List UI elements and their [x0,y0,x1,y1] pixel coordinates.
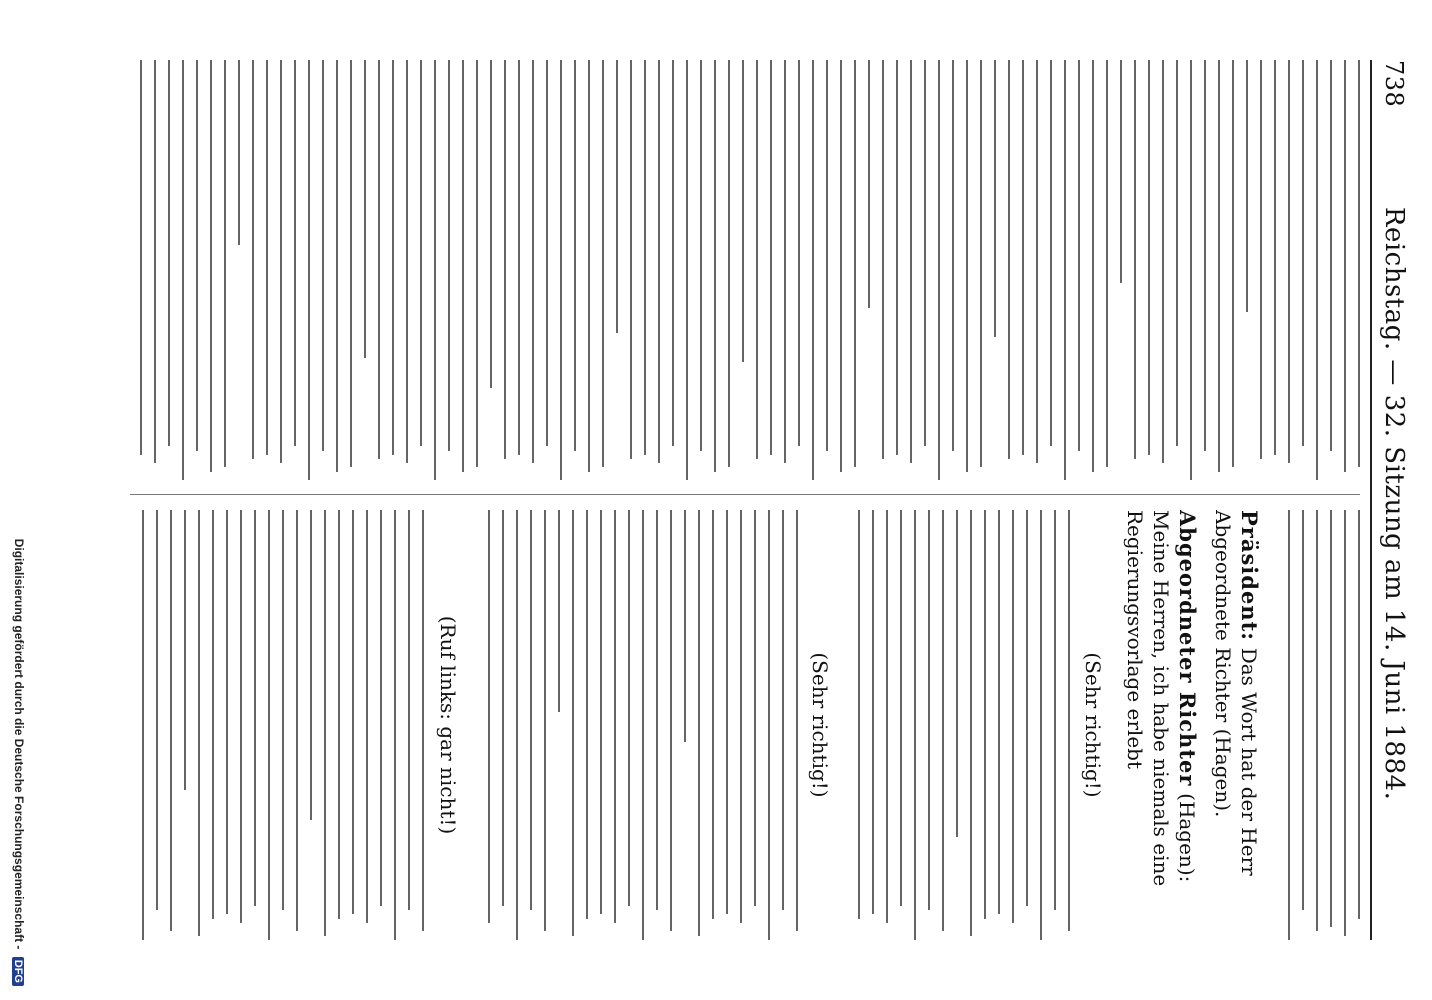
text-line [886,510,888,923]
text-line [434,60,436,480]
text-line [266,60,268,455]
text-line [140,60,142,455]
president-remark [1210,510,1262,940]
text-line [1148,60,1150,455]
text-line [182,60,184,480]
left-column-text [130,60,1360,480]
text-line [882,60,884,459]
text-line [1316,510,1318,931]
text-line [656,510,658,910]
text-line [812,60,814,480]
text-line [210,60,212,472]
text-line [782,510,784,910]
text-line [770,60,772,455]
text-line [560,60,562,480]
text-line [1078,60,1080,451]
text-line [1092,60,1094,472]
text-line [350,60,352,467]
text-line [728,60,730,467]
text-line [956,510,958,837]
text-line [420,60,422,446]
text-line [1246,60,1248,312]
text-line [872,510,874,914]
text-line [712,510,714,919]
text-line [642,510,644,940]
text-line [254,510,256,906]
text-line [644,60,646,455]
speaker-label: Abgeordneter Richter [1175,510,1200,787]
text-line [238,60,240,245]
text-line [742,60,744,362]
credit-text: Digitalisierung gefördert durch die Deutsche Forschungsgemeinschaft - [12,538,26,950]
text-line [672,60,674,446]
text-line [1316,60,1318,480]
text-line [686,60,688,480]
text-line [600,510,602,914]
text-line [296,510,298,931]
text-line [226,510,228,914]
text-line [754,510,756,906]
text-line [784,60,786,463]
text-line [488,510,490,923]
text-line [840,60,842,472]
text-line [670,510,672,931]
text-line [1040,510,1042,940]
text-line [756,60,758,459]
text-line [380,510,382,906]
right-column-text-bottom [130,510,424,940]
text-line [502,510,504,906]
speaker-text: (Hagen): Meine Herren, ich habe niemals eine Regierungsvorlage erlebt [1123,510,1199,887]
text-line [212,510,214,919]
text-line [1274,60,1276,455]
text-line [1120,60,1122,283]
text-line [168,60,170,446]
text-line [1054,510,1056,910]
text-line [336,60,338,472]
text-line [574,60,576,451]
text-line [910,60,912,463]
text-line [700,60,702,451]
text-line [1068,510,1070,931]
text-line [448,60,450,451]
text-line [998,510,1000,914]
left-column [130,60,1360,480]
text-line [338,510,340,919]
text-line [1260,60,1262,459]
text-line [854,60,856,467]
text-line [1302,60,1304,446]
text-line [490,60,492,388]
text-line [408,510,410,910]
president-label: Präsident: [1237,510,1262,642]
column-divider [130,494,1360,495]
dfg-logo: DFG [12,957,24,986]
text-line [324,510,326,936]
interjection-3: (Ruf links: gar nicht!) [436,615,460,835]
text-line [586,510,588,919]
page-number: 738 [1380,60,1408,108]
text-line [1162,60,1164,463]
text-line [628,510,630,906]
text-line [462,60,464,472]
text-line [1344,510,1346,936]
text-line [994,60,996,337]
text-line [630,60,632,459]
text-line [1064,60,1066,480]
text-line [984,510,986,919]
text-line [1330,510,1332,927]
text-line [698,510,700,936]
text-line [196,60,198,451]
header-rule [1370,60,1372,940]
text-line [914,510,916,940]
right-column-text-lower [476,510,798,940]
text-line [796,510,798,931]
text-line [518,60,520,455]
text-line [614,510,616,923]
text-line [240,510,242,923]
text-line [1288,510,1290,940]
running-head [1374,60,1414,940]
text-line [1134,60,1136,459]
text-line [156,510,158,910]
text-line [1050,60,1052,446]
text-line [726,510,728,914]
text-line [394,510,396,940]
text-line [252,60,254,459]
text-line [1358,510,1360,919]
text-line [154,60,156,463]
text-line [1302,510,1304,910]
text-line [714,60,716,472]
right-column [130,510,1360,940]
text-line [516,510,518,940]
text-line [1106,60,1108,467]
text-line [658,60,660,463]
text-line [422,510,424,931]
text-line [1344,60,1346,472]
text-line [952,60,954,451]
text-line [558,510,560,712]
digitization-credit [4,0,26,1000]
text-line [322,60,324,451]
text-line [1036,60,1038,463]
text-line [896,60,898,455]
interjection-2: (Sehr richtig!) [808,652,832,798]
text-line [868,60,870,308]
text-line [740,510,742,923]
right-column-text-top [1276,510,1360,940]
text-line [980,60,982,467]
text-line [352,510,354,914]
text-line [406,60,408,463]
text-line [308,60,310,480]
text-line [900,510,902,906]
text-line [476,60,478,467]
text-line [970,510,972,936]
text-line [1358,60,1360,467]
text-line [532,60,534,463]
text-line [170,510,172,931]
text-line [504,60,506,459]
text-line [798,60,800,446]
text-line [366,510,368,923]
text-line [616,60,618,333]
text-line [392,60,394,455]
text-line [268,510,270,940]
text-line [294,60,296,446]
text-line [1022,60,1024,455]
text-line [280,60,282,463]
text-line [1232,60,1234,467]
text-line [768,510,770,940]
text-line [1026,510,1028,906]
text-line [224,60,226,467]
text-line [684,510,686,742]
text-line [364,60,366,358]
text-line [1008,60,1010,459]
text-line [282,510,284,910]
speaker-remark [1122,510,1200,940]
text-line [924,60,926,446]
text-line [1288,60,1290,463]
text-line [966,60,968,472]
text-line [1176,60,1178,446]
text-line [572,510,574,936]
text-line [858,510,860,919]
text-line [588,60,590,472]
interjection-1: (Sehr richtig!) [1081,652,1105,798]
text-line [1330,60,1332,451]
text-line [1012,510,1014,923]
text-line [530,510,532,910]
text-line [198,510,200,936]
text-line [310,510,312,820]
text-line [1190,60,1192,480]
text-line [942,510,944,931]
text-line [546,60,548,446]
right-column-text-middle [846,510,1070,940]
text-line [928,510,930,910]
text-line [1204,60,1206,451]
text-line [544,510,546,931]
page-title: Reichstag. — 32. Sitzung am 14. Juni 1884. [1379,206,1409,801]
text-line [826,60,828,451]
text-line [184,510,186,790]
text-line [938,60,940,480]
president-text: Das Wort hat der Herr Abgeordnete Richter (Hagen). [1211,510,1261,876]
text-line [142,510,144,940]
text-line [602,60,604,467]
text-line [378,60,380,459]
text-line [1218,60,1220,472]
